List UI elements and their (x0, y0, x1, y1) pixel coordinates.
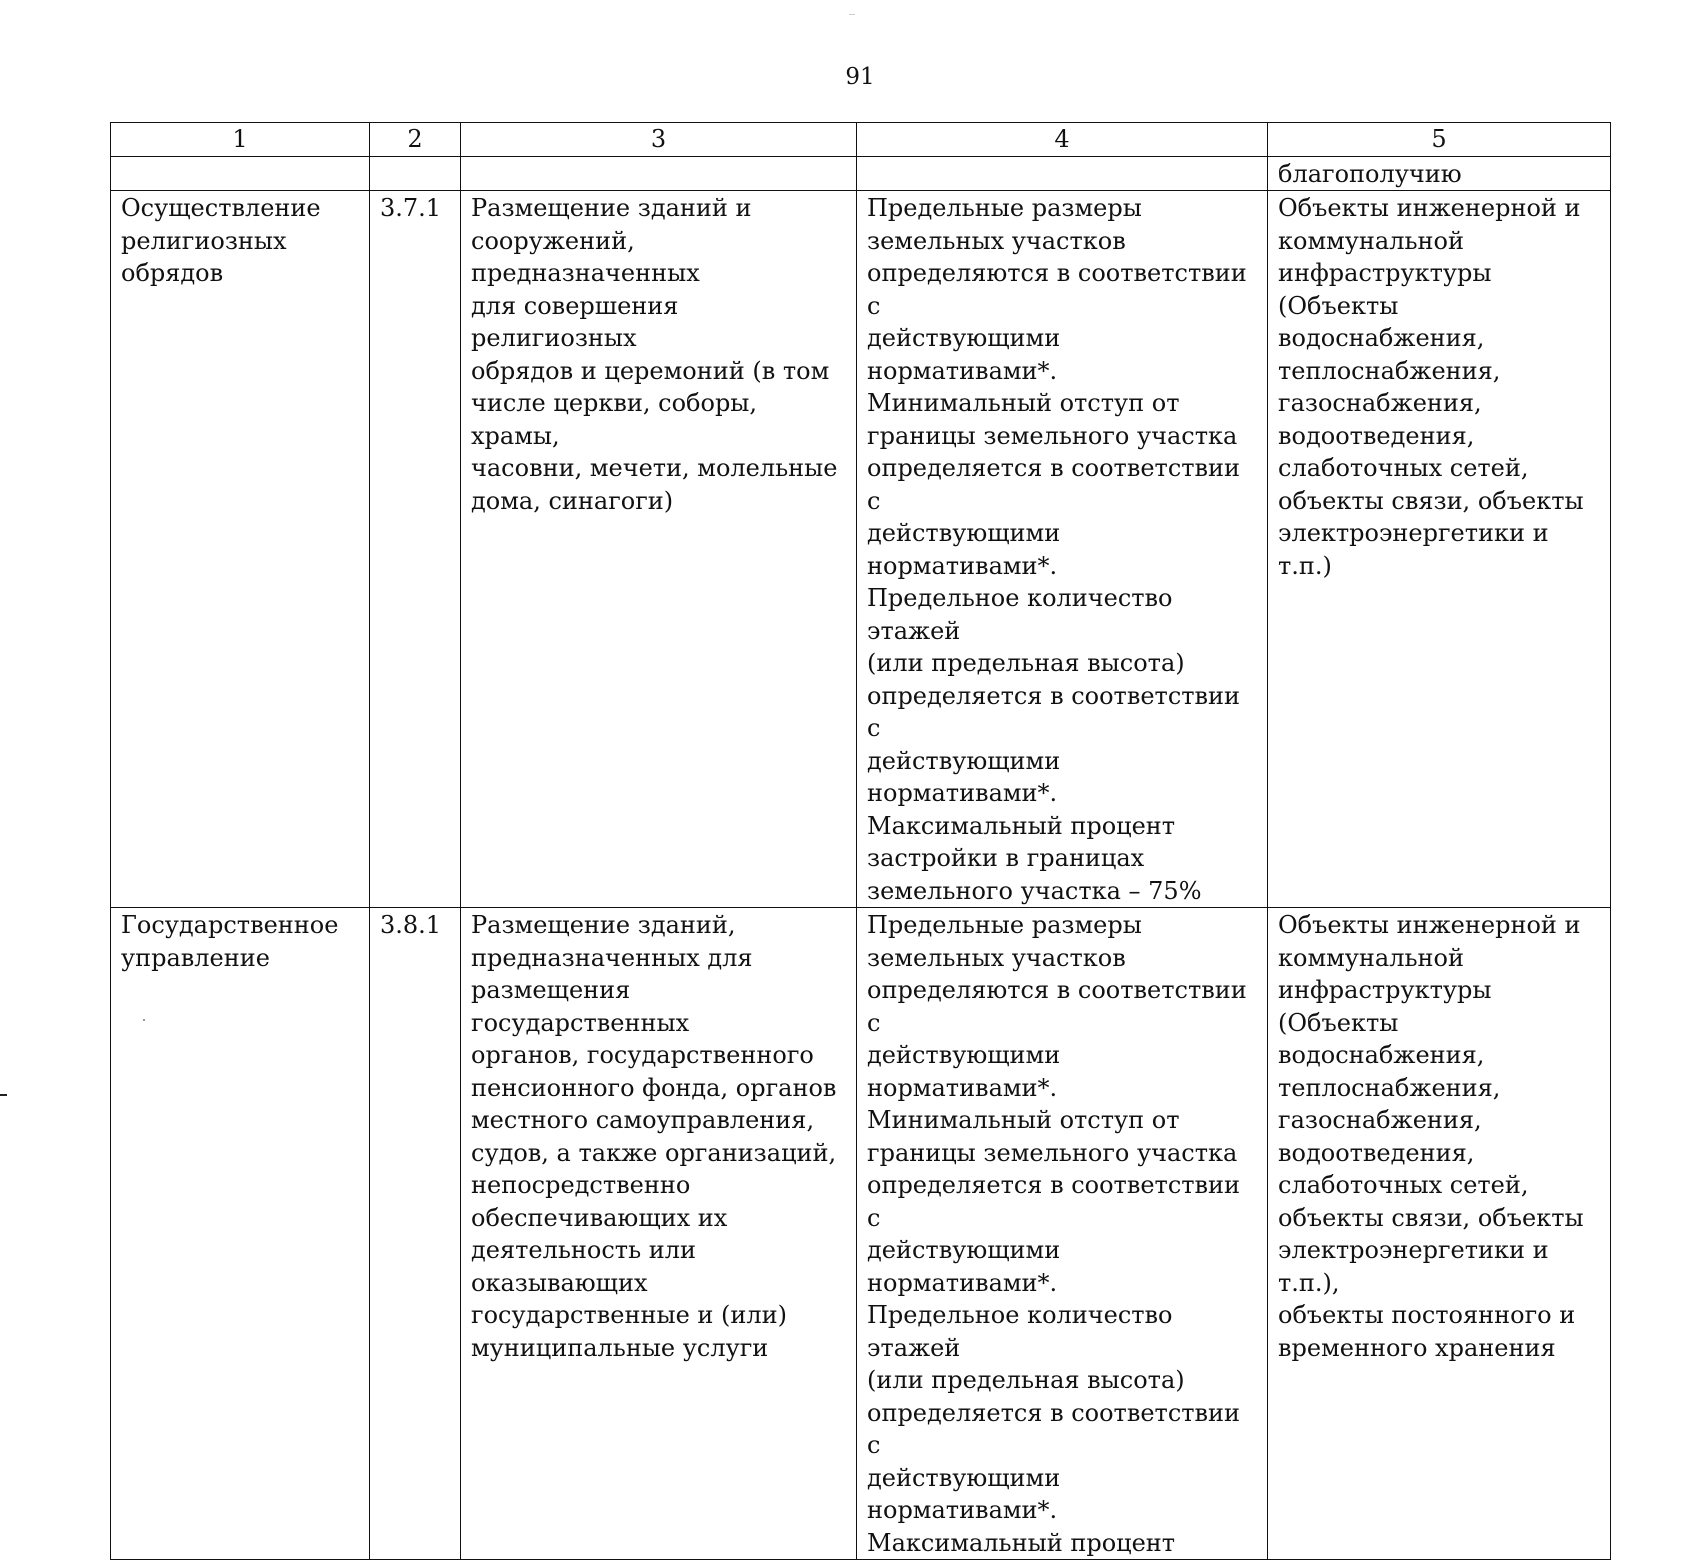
use-type-code: 3.7.1 (370, 191, 461, 908)
continuation-row (111, 157, 1611, 191)
use-type-auxiliary: Объекты инженерной и коммунальной инфраструктуры (Объекты водоснабжения, теплоснабжения, газоснабжения, водоотведения, слаботочных сетей, объекты связи, объекты электроэнергетики и т.п.) (1268, 191, 1611, 908)
scan-artifact (143, 1019, 145, 1021)
use-type-name: Осуществление религиозных обрядов (111, 191, 370, 908)
scan-artifact (849, 14, 855, 15)
use-type-name: Государственное управление (111, 908, 370, 1560)
use-type-parameters: Предельные размеры земельных участков определяются в соответствии с действующими нормативами*. Минимальный отступ от границы земельного участка определяется в соответствии с действующими нормативами*. Предельное количество этажей (или предельная высота) определяется в соответствии с действующими нормативами*. Максимальный процент (857, 908, 1268, 1560)
header-cell-col-2: 2 (370, 123, 461, 157)
continuation-cell-col-3 (461, 157, 857, 191)
table-header-row (111, 123, 1611, 157)
header-cell-col-1: 1 (111, 123, 370, 157)
use-type-parameters: Предельные размеры земельных участков определяются в соответствии с действующими нормативами*. Минимальный отступ от границы земельного участка определяется в соответствии с действующими нормативами*. Предельное количество этажей (или предельная высота) определяется в соответствии с действующими нормативами*. Максимальный процент застройки в границах земельного участка – 75% (857, 191, 1268, 908)
continuation-cell-col-4 (857, 157, 1268, 191)
scan-artifact (0, 1094, 7, 1096)
header-cell-col-5: 5 (1268, 123, 1611, 157)
use-type-code: 3.8.1 (370, 908, 461, 1560)
use-type-auxiliary: Объекты инженерной и коммунальной инфраструктуры (Объекты водоснабжения, теплоснабжения, газоснабжения, водоотведения, слаботочных сетей, объекты связи, объекты электроэнергетики и т.п.), объекты постоянного и временного хранения (1268, 908, 1611, 1560)
page-number: 91 (845, 64, 875, 90)
header-cell-col-3: 3 (461, 123, 857, 157)
table-row (111, 191, 1611, 908)
table-row (111, 908, 1611, 1560)
continuation-cell-col-5: благополучию (1268, 157, 1611, 191)
use-type-description: Размещение зданий и сооружений, предназначенных для совершения религиозных обрядов и церемоний (в том числе церкви, соборы, храмы, часовни, мечети, молельные дома, синагоги) (461, 191, 857, 908)
use-type-description: Размещение зданий, предназначенных для размещения государственных органов, государственного пенсионного фонда, органов местного самоуправления, судов, а также организаций, непосредственно обеспечивающих их деятельность или оказывающих государственные и (или) муниципальные услуги (461, 908, 857, 1560)
zoning-table (110, 122, 1611, 1560)
continuation-cell-col-1 (111, 157, 370, 191)
header-cell-col-4: 4 (857, 123, 1268, 157)
continuation-cell-col-2 (370, 157, 461, 191)
